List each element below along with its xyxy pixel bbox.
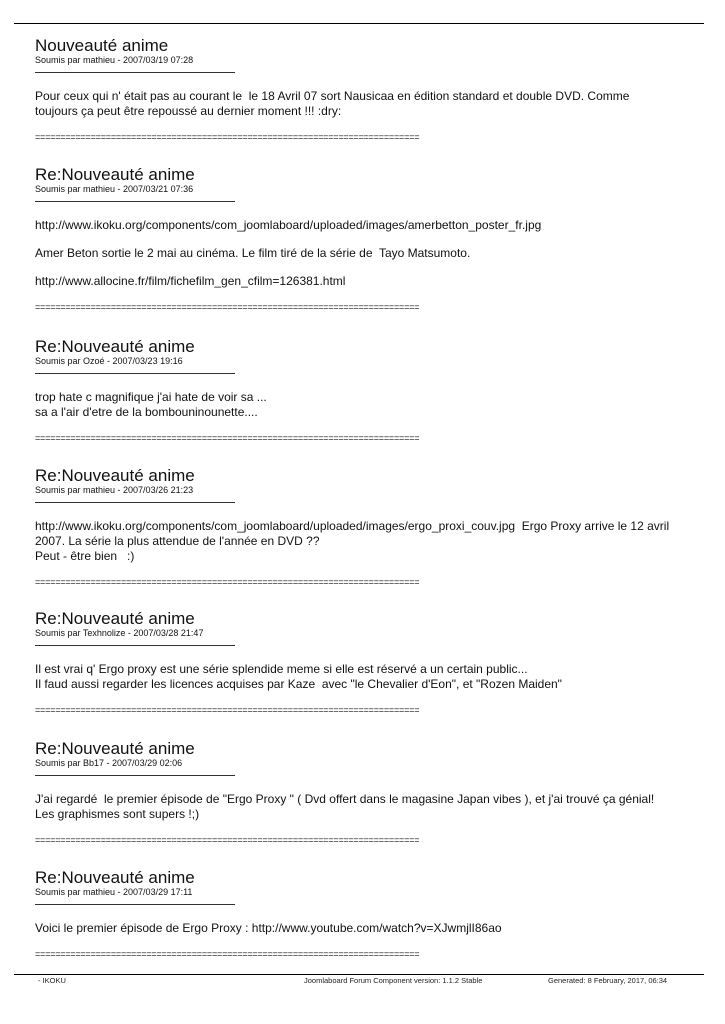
post-meta: Soumis par mathieu - 2007/03/21 07:36 — [35, 184, 194, 194]
post-separator: ============================================================================ — [35, 705, 420, 715]
meta-rule — [35, 72, 235, 73]
post-paragraph: J'ai regardé le premier épisode de "Ergo Proxy " ( Dvd offert dans le magasine Japan vibes ), et j'ai trouvé ça génial! Les graphismes sont supers !;) — [35, 792, 655, 821]
meta-rule — [35, 373, 235, 374]
post-separator: ============================================================================ — [35, 302, 420, 312]
post-title: Re:Nouveauté anime — [35, 868, 195, 887]
post — [35, 740, 695, 845]
post-paragraph: http://www.ikoku.org/components/com_joomlaboard/uploaded/images/amerbetton_poster_fr.jpg — [35, 218, 542, 232]
post-meta: Soumis par mathieu - 2007/03/29 17:11 — [35, 887, 193, 897]
header-rule — [14, 23, 704, 24]
post-title: Re:Nouveauté anime — [35, 739, 195, 758]
post-separator: ============================================================================ — [35, 949, 420, 959]
post-body — [35, 662, 695, 692]
meta-rule — [35, 775, 235, 776]
post-title: Re:Nouveauté anime — [35, 165, 195, 184]
post-title: Re:Nouveauté anime — [35, 609, 195, 628]
post-separator: ============================================================================ — [35, 577, 420, 587]
post-title: Nouveauté anime — [35, 36, 169, 55]
footer-site-name: - IKOKU — [38, 976, 66, 985]
post — [35, 467, 695, 587]
post-paragraph: Pour ceux qui n' était pas au courant le le 18 Avril 07 sort Nausicaa en édition standard et double DVD. Comme toujours ça peut être repoussé au dernier moment !!! :dry: — [35, 89, 630, 118]
post-body — [35, 792, 695, 822]
post-meta: Soumis par mathieu - 2007/03/19 07:28 — [35, 55, 194, 65]
post-body — [35, 218, 695, 289]
post-body — [35, 89, 695, 119]
post-paragraph: trop hate c magnifique j'ai hate de voir sa ... sa a l'air d'etre de la bombouninounette.... — [35, 390, 267, 419]
post — [35, 166, 695, 312]
post-paragraph: http://www.allocine.fr/film/fichefilm_gen_cfilm=126381.html — [35, 274, 346, 288]
meta-rule — [35, 645, 235, 646]
post-separator: ============================================================================ — [35, 132, 420, 142]
post — [35, 869, 695, 959]
meta-rule — [35, 502, 235, 503]
post-body — [35, 921, 695, 936]
post-meta: Soumis par Bb17 - 2007/03/29 02:06 — [35, 758, 183, 768]
post-meta: Soumis par Texhnolize - 2007/03/28 21:47 — [35, 628, 204, 638]
post-separator: ============================================================================ — [35, 433, 420, 443]
post-separator: ============================================================================ — [35, 835, 420, 845]
post-paragraph: Il est vrai q' Ergo proxy est une série splendide meme si elle est réservé a un certain public... Il faud aussi regarder les licences acquises par Kaze avec "le Chevalier d'Eon", et "Rozen Maiden" — [35, 662, 562, 691]
footer-generated-date: Generated: 8 February, 2017, 06:34 — [548, 976, 668, 985]
footer-component-version: Joomlaboard Forum Component version: 1.1.2 Stable — [304, 976, 483, 985]
meta-rule — [35, 904, 235, 905]
post-body — [35, 519, 695, 564]
post-title: Re:Nouveauté anime — [35, 337, 195, 356]
post-paragraph: http://www.ikoku.org/components/com_joomlaboard/uploaded/images/ergo_proxi_couv.jpg Ergo Proxy arrive le 12 avril 2007. La série la plus attendue de l'année en DVD ?? Peut - être bien :) — [35, 519, 670, 563]
post-paragraph: Voici le premier épisode de Ergo Proxy : http://www.youtube.com/watch?v=XJwmjlI86ao — [35, 921, 502, 935]
post — [35, 610, 695, 715]
post-meta: Soumis par Ozoé - 2007/03/23 19:16 — [35, 356, 183, 366]
footer-rule — [14, 974, 704, 975]
post — [35, 37, 695, 142]
meta-rule — [35, 201, 235, 202]
post — [35, 338, 695, 443]
post-meta: Soumis par mathieu - 2007/03/26 21:23 — [35, 485, 194, 495]
post-body — [35, 390, 695, 420]
post-title: Re:Nouveauté anime — [35, 466, 195, 485]
post-paragraph: Amer Beton sortie le 2 mai au cinéma. Le film tiré de la série de Tayo Matsumoto. — [35, 246, 471, 260]
